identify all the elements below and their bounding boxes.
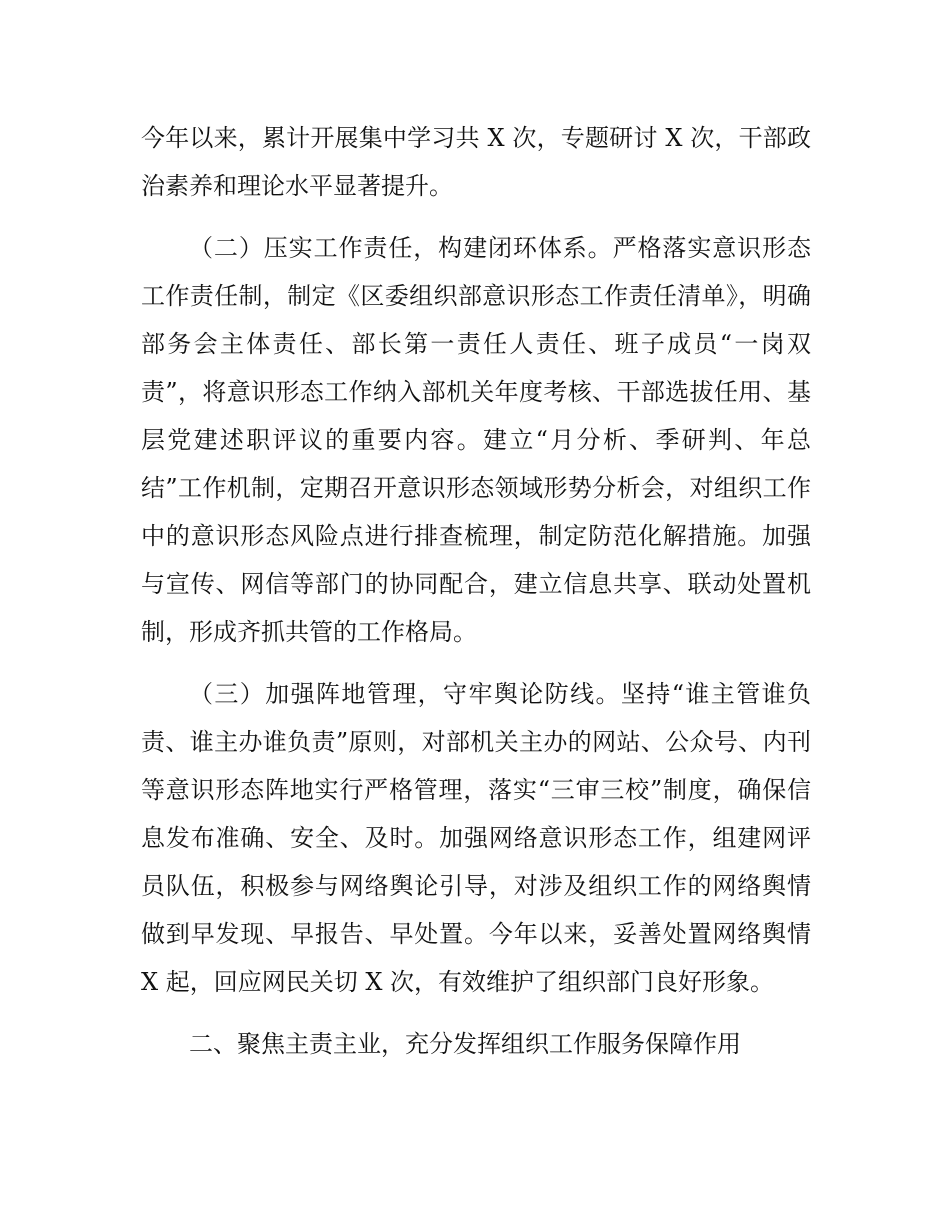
paragraph-position-management: （三）加强阵地管理，守牢舆论防线。坚持“谁主管谁负责、谁主办谁负责”原则，对部机关主办的网站、公众号、内刊等意识形态阵地实行严格管理，落实“三审三校”制度，确保信息发布准确、安全、及时。加强网络意识形态工作，组建网评员队伍，积极参与网络舆论引导，对涉及组织工作的网络舆情做到早发现、早报告、早处置。今年以来，妥善处置网络舆情 X 起，回应网民关切 X 次，有效维护了组织部门良好形象。 <box>141 680 811 996</box>
paragraph-continuation: 今年以来，累计开展集中学习共 X 次，专题研讨 X 次，干部政治素养和理论水平显著提升。 <box>141 124 811 200</box>
paragraph-work-responsibility: （二）压实工作责任，构建闭环体系。严格落实意识形态工作责任制，制定《区委组织部意识形态工作责任清单》，明确部务会主体责任、部长第一责任人责任、班子成员“一岗双责”，将意识形态工作纳入部机关年度考核、干部选拔任用、基层党建述职评议的重要内容。建立“月分析、季研判、年总结”工作机制，定期召开意识形态领域形势分析会，对组织工作中的意识形态风险点进行排查梳理，制定防范化解措施。加强与宣传、网信等部门的协同配合，建立信息共享、联动处置机制，形成齐抓共管的工作格局。 <box>141 234 811 646</box>
section-heading: 二、聚焦主责主业，充分发挥组织工作服务保障作用 <box>189 1030 741 1058</box>
document-body <box>141 114 811 1082</box>
